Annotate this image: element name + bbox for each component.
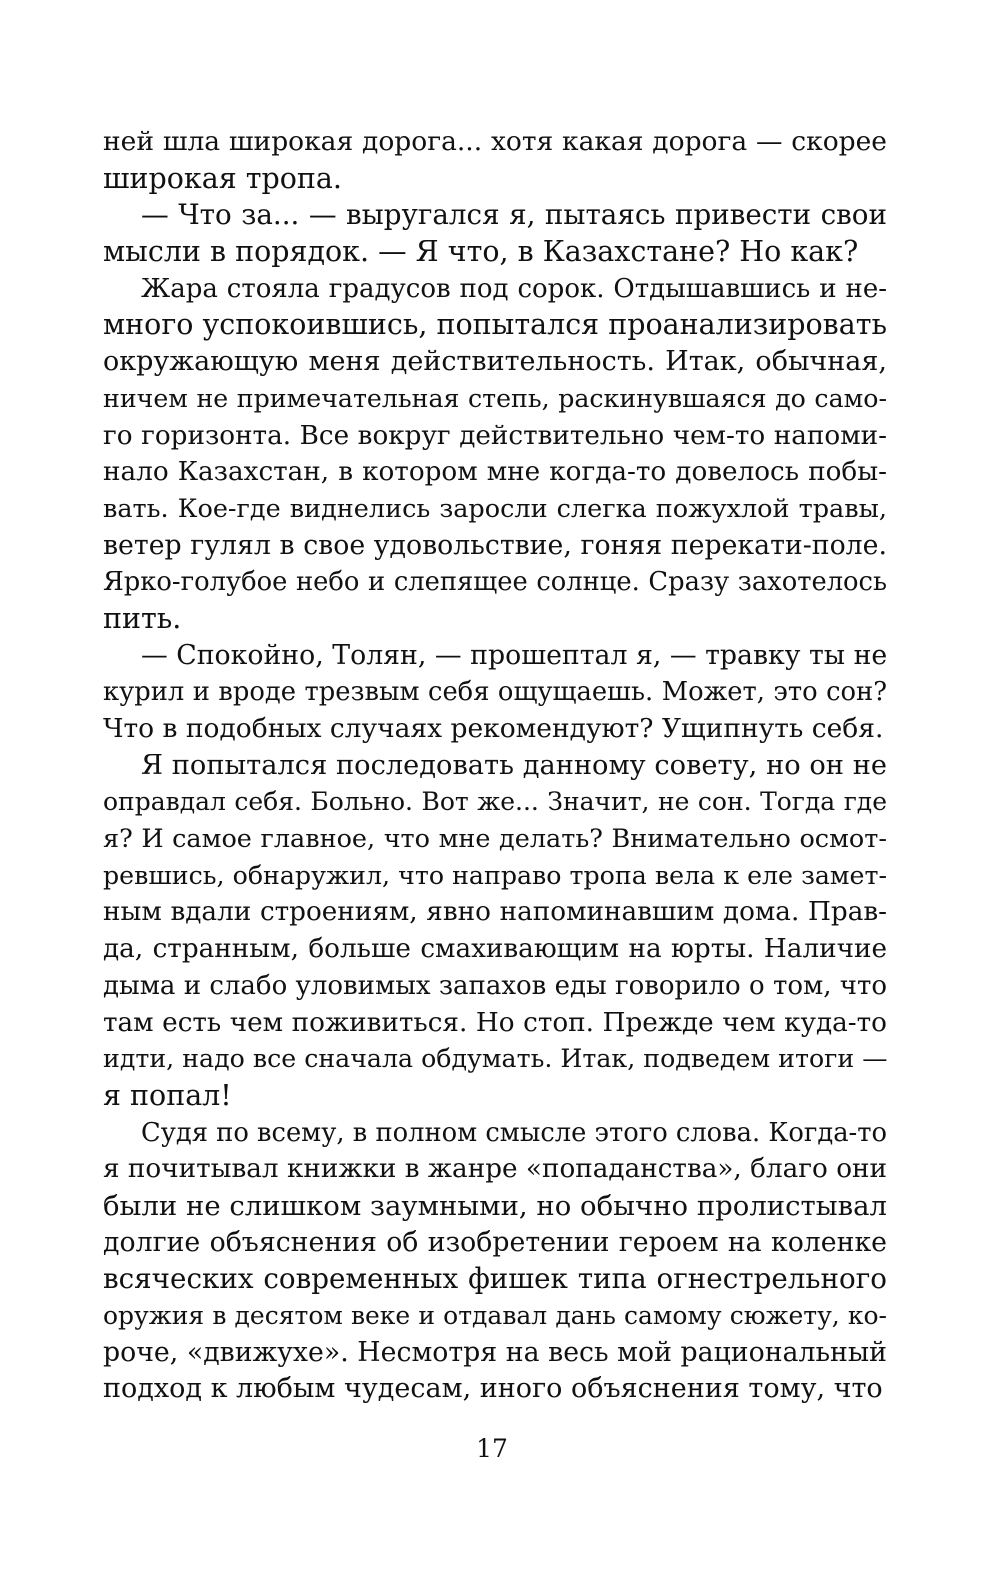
text-line: широкая тропа.: [103, 161, 342, 195]
text-line: подход к любым чудесам, иного объяснения тому, что: [103, 1373, 883, 1405]
text-line: я попал!: [103, 1078, 232, 1112]
text-line: Судя по всему, в полном смысле этого слова. Когда-то: [141, 1117, 887, 1148]
text-line: курил и вроде трезвым себя ощущаешь. Может, это сон?: [103, 677, 887, 708]
body-text: [103, 124, 887, 1408]
text-line: всяческих современных фишек типа огнестрельного: [103, 1262, 887, 1296]
text-line: были не слишком заумными, но обычно пролистывал: [103, 1189, 887, 1222]
paragraph: [103, 197, 887, 270]
text-line: ней шла широкая дорога... хотя какая дорога — скорее: [103, 126, 887, 157]
text-line: ным вдали строениям, явно напоминавшим дома. Прав-: [103, 897, 887, 928]
text-line: го горизонта. Все вокруг действительно чем-то напоми-: [103, 420, 887, 451]
text-line: ревшись, обнаружил, что направо тропа вела к еле замет-: [103, 860, 887, 890]
text-line: — Спокойно, Толян, — прошептал я, — травку ты не: [141, 639, 888, 671]
text-line: Что в подобных случаях рекомендуют? Ущипнуть себя.: [103, 713, 884, 744]
text-line: дыма и слабо уловимых запахов еды говорило о том, что: [103, 970, 887, 1001]
text-line: нало Казахстан, в котором мне когда-то довелось побы-: [103, 457, 887, 488]
text-line: — Что за... — выругался я, пытаясь привести свои: [141, 198, 887, 232]
text-line: Жара стояла градусов под сорок. Отдышавшись и не-: [141, 273, 887, 304]
paragraph: [103, 124, 887, 197]
text-line: ветер гулял в свое удовольствие, гоняя перекати-поле.: [103, 529, 887, 561]
text-line: оружия в десятом веке и отдавал дань самому сюжету, ко-: [103, 1301, 887, 1330]
text-line: оправдал себя. Больно. Вот же... Значит, не сон. Тогда где: [103, 787, 887, 817]
text-line: долгие объяснения об изобретении героем на коленке: [103, 1226, 887, 1258]
paragraph: [103, 638, 887, 748]
text-line: я почитывал книжки в жанре «попаданства», благо они: [103, 1154, 887, 1185]
text-line: Я попытался последовать данному совету, но он не: [141, 749, 887, 781]
text-line: роче, «движухе». Несмотря на весь мой рациональный: [103, 1336, 887, 1368]
page-number: 17: [476, 1434, 508, 1463]
text-line: мысли в порядок. — Я что, в Казахстане? Но как?: [103, 235, 859, 269]
text-line: да, странным, больше смахивающим на юрты. Наличие: [103, 934, 887, 965]
text-line: я? И самое главное, что мне делать? Внимательно осмот-: [103, 824, 887, 855]
paragraph: [103, 271, 887, 638]
text-line: идти, надо все сначала обдумать. Итак, подведем итоги —: [103, 1044, 888, 1074]
text-line: там есть чем поживиться. Но стоп. Прежде чем куда-то: [103, 1007, 887, 1038]
paragraph: [103, 1115, 887, 1409]
text-line: Ярко-голубое небо и слепящее солнце. Сразу захотелось: [103, 567, 887, 598]
text-line: пить.: [103, 601, 182, 635]
text-line: окружающую меня действительность. Итак, обычная,: [103, 346, 887, 378]
text-line: ничем не примечательная степь, раскинувшаяся до само-: [103, 383, 887, 413]
text-line: много успокоившись, попытался проанализировать: [103, 308, 887, 342]
paragraph: [103, 748, 887, 1115]
text-line: вать. Кое-где виднелись заросли слегка пожухлой травы,: [103, 493, 887, 524]
